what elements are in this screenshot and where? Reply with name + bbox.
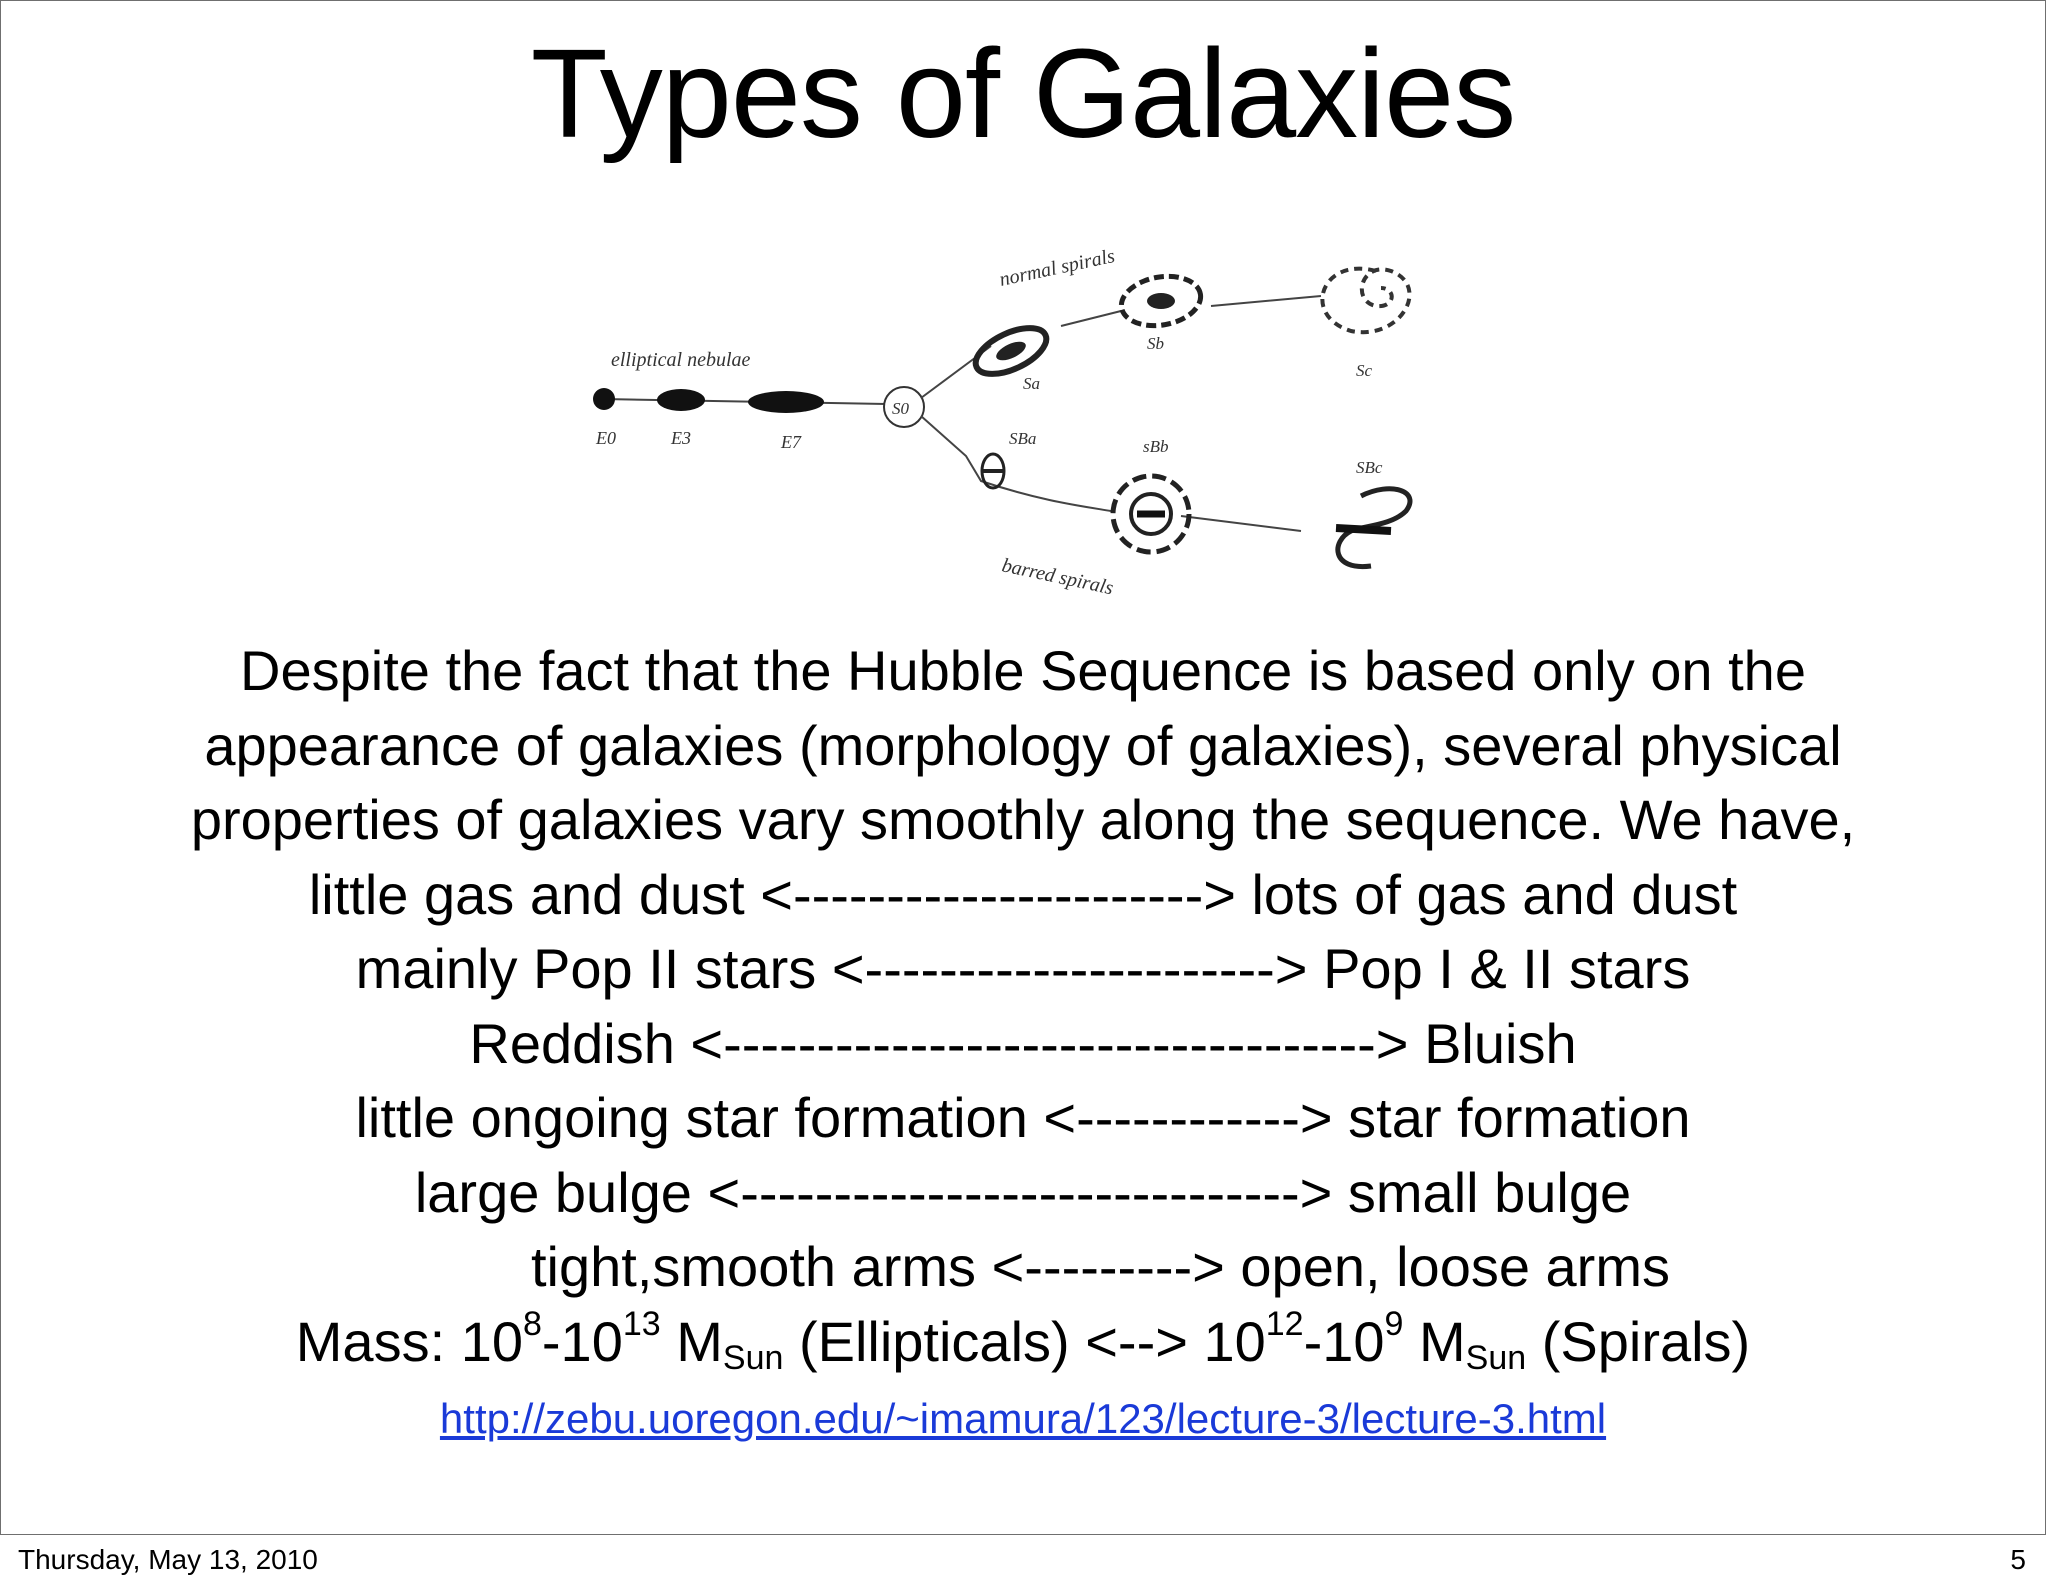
body-text bbox=[1, 634, 2045, 1379]
property-bulge: large bulge <------------------------------> small bulge bbox=[414, 1160, 1632, 1224]
mass-sub-2: Sun bbox=[1465, 1338, 1527, 1377]
label-sbb: sBb bbox=[1143, 437, 1169, 456]
body-line: Despite the fact that the Hubble Sequence is based only on the bbox=[240, 639, 1806, 702]
label-s0: S0 bbox=[892, 399, 909, 418]
mass-mid-2: (Ellipticals) <--> 10 bbox=[783, 1309, 1266, 1373]
e0-galaxy bbox=[593, 388, 615, 410]
slide-title: Types of Galaxies bbox=[530, 23, 1516, 164]
mass-exp-3: 12 bbox=[1265, 1304, 1304, 1343]
property-mass bbox=[1, 1305, 2045, 1380]
mass-exp-2: 13 bbox=[622, 1304, 661, 1343]
barred-spirals-branch bbox=[921, 416, 1301, 531]
label-barred-spirals: barred spirals bbox=[999, 554, 1116, 600]
mass-prefix: Mass: 10 bbox=[295, 1309, 523, 1373]
footer-page-number: 5 bbox=[2010, 1544, 2026, 1575]
body-line: appearance of galaxies (morphology of galaxies), several physical bbox=[204, 713, 1842, 777]
mass-suffix: (Spirals) bbox=[1526, 1309, 1751, 1373]
reference-link-container bbox=[1, 1389, 2045, 1449]
property-gas-dust: little gas and dust <----------------------> lots of gas and dust bbox=[308, 862, 1738, 926]
property-stars: mainly Pop II stars <----------------------> Pop I & II stars bbox=[355, 937, 1691, 1000]
hubble-tuning-fork-diagram bbox=[561, 226, 1431, 616]
label-sbc: SBc bbox=[1356, 458, 1383, 477]
e7-galaxy bbox=[748, 391, 824, 413]
mass-m-1: M bbox=[660, 1309, 723, 1373]
property-arms: tight,smooth arms <---------> open, loose arms bbox=[531, 1235, 1670, 1298]
e3-galaxy bbox=[657, 389, 705, 411]
mass-sub-1: Sun bbox=[722, 1338, 784, 1377]
mass-exp-4: 9 bbox=[1384, 1304, 1404, 1343]
label-e7: E7 bbox=[781, 432, 801, 452]
label-sa: Sa bbox=[1023, 374, 1040, 393]
mass-m-2: M bbox=[1403, 1309, 1466, 1373]
footer-date: Thursday, May 13, 2010 bbox=[18, 1544, 318, 1575]
mass-mid-1: -10 bbox=[541, 1309, 623, 1373]
reference-link[interactable]: http://zebu.uoregon.edu/~imamura/123/lecture-3/lecture-3.html bbox=[439, 1395, 1607, 1442]
label-e3: E3 bbox=[671, 428, 691, 448]
elliptical-connector bbox=[603, 399, 886, 404]
body-line: properties of galaxies vary smoothly along the sequence. We have, bbox=[190, 788, 1856, 851]
sc-galaxy bbox=[1322, 269, 1409, 333]
label-sc: Sc bbox=[1356, 361, 1373, 380]
mass-exp-1: 8 bbox=[522, 1304, 542, 1343]
label-sb: Sb bbox=[1147, 334, 1164, 353]
mass-mid-3: -10 bbox=[1303, 1309, 1385, 1373]
label-normal-spirals: normal spirals bbox=[997, 244, 1117, 291]
property-star-formation: little ongoing star formation <------------> star formation bbox=[355, 1086, 1691, 1149]
label-e0: E0 bbox=[596, 428, 616, 448]
label-elliptical-nebulae: elliptical nebulae bbox=[611, 349, 751, 371]
label-sba: SBa bbox=[1009, 429, 1037, 448]
property-color: Reddish <-----------------------------------> Bluish bbox=[469, 1011, 1577, 1075]
